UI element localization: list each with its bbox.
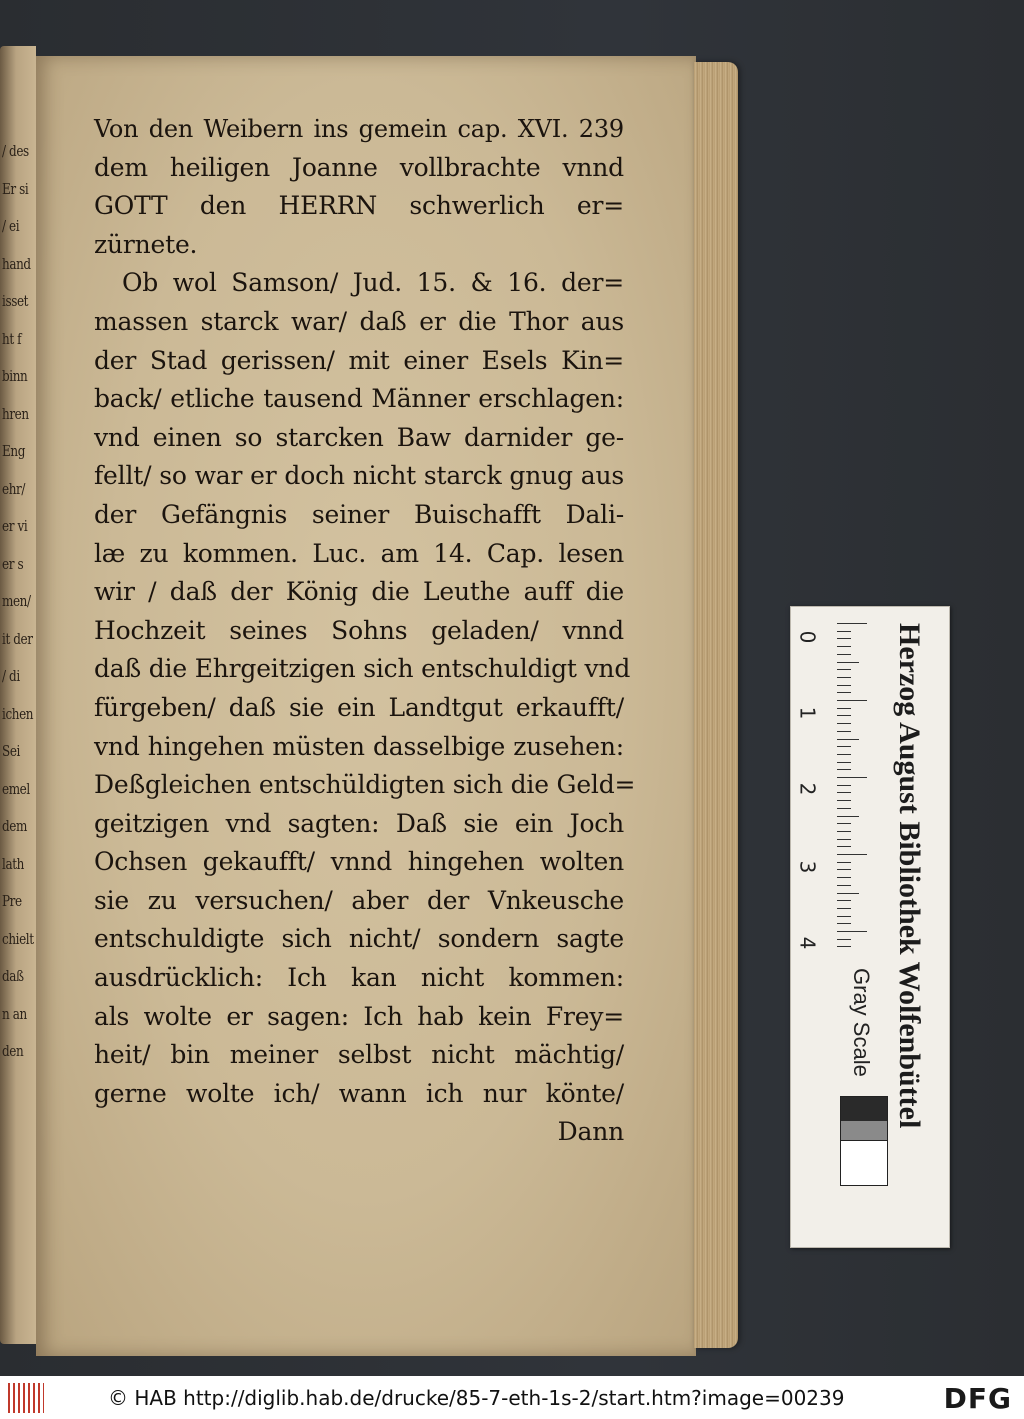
ruler-tick [837,762,851,763]
facing-page-text-fragment: / ei [2,217,20,235]
dfg-logo: DFG [943,1382,1012,1415]
ruler-tick [837,662,859,663]
ruler-tick [837,831,851,832]
facing-page-text-fragment: it der [2,629,33,648]
text-line: Deßgleichen entschüldigten sich die Geld= [94,770,636,800]
ruler-tick [837,916,851,917]
ruler-tick [837,808,851,809]
grayscale-text: Gray Scale [849,968,874,1077]
facing-page-fragment [0,46,36,1344]
text-line: Ochsen gekaufft/ vnnd hingehen wolten [94,847,624,877]
ruler-tick [837,700,867,701]
text-line: der Gefängnis seiner Buischafft Dali- [94,499,624,529]
text-line: læ zu kommen. Luc. am 14. Cap. lesen [94,538,624,568]
text-line: Ob wol Samson/ Jud. 15. & 16. der= [122,268,624,298]
facing-page-text-fragment: chielt [2,929,34,948]
ruler-tick [837,946,851,947]
facing-page-text-fragment: / des [2,142,29,160]
facing-page-text-fragment: dem [2,817,27,835]
text-line: geitzigen vnd sagten: Daß sie ein Joch [94,808,624,838]
ruler-tick [837,816,859,817]
ruler-tick [837,708,851,709]
ruler-tick [837,893,859,894]
ruler-tick [837,715,851,716]
ruler-tick [837,654,851,655]
text-line: Hochzeit seines Sohns geladen/ vnnd [94,615,624,645]
ruler-tick [837,877,851,878]
ruler-tick [837,677,851,678]
facing-page-text-fragment: emel [2,779,30,798]
facing-page-text-fragment: lath [2,854,24,873]
ruler-tick [837,923,851,924]
facing-page-text-fragment: ehr/ [2,479,26,498]
facing-page-text-fragment: Pre [2,892,22,910]
ruler-tick [837,869,851,870]
ruler-ticks [831,623,871,963]
ruler-tick [837,885,851,886]
text-line: als wolte er sagen: Ich hab kein Frey= [94,1001,624,1031]
ruler-tick [837,931,867,932]
facing-page-text-fragment: Er si [2,179,29,198]
ruler-number: 0 [795,630,820,644]
ruler-tick [837,862,851,863]
institution-name: Herzog August Bibliothek Wolfenbüttel [893,623,926,1129]
gray-swatch-light [840,1140,888,1186]
text-line: wir / daß der König die Leuthe auff die [94,577,624,607]
facing-page-text-fragment: binn [2,367,28,385]
ruler-tick [837,769,851,770]
text-line: der Stad gerissen/ mit einer Esels Kin= [94,345,624,375]
text-line: gerne wolte ich/ wann ich nur könte/ [94,1078,624,1108]
ruler-tick [837,723,851,724]
ruler-tick [837,785,851,786]
running-head: Von den Weibern ins gemein cap. XVI. 239 [94,115,624,143]
facing-page-text-fragment: Sei [2,742,20,760]
ruler-tick [837,777,867,778]
facing-page-text-fragment: daß [2,967,24,985]
facing-page-text-fragment: men/ [2,592,31,610]
ruler-number: 2 [795,782,820,796]
ruler-number: 3 [795,860,820,874]
ruler-tick [837,638,851,639]
text-line: vnd einen so starcken Baw darnider ge- [94,422,624,452]
ruler-tick [837,739,859,740]
catchword: Dann [557,1117,624,1147]
ruler-tick [837,754,851,755]
institution-label [889,623,929,1227]
ruler-tick [837,900,851,901]
viewer-footer [0,1376,1024,1419]
facing-page-text-fragment: er vi [2,517,28,535]
facing-page-text-fragment: Eng [2,442,25,460]
ruler-tick [837,854,867,855]
ruler-tick [837,623,867,624]
facing-page-text-fragment: ht f [2,329,22,348]
ruler-tick [837,823,851,824]
ruler-tick [837,746,851,747]
ruler-tick [837,908,851,909]
text-line: zürnete. [94,229,198,259]
text-line: back/ etliche tausend Männer erschlagen: [94,384,624,414]
text-line: GOTT den HERRN schwerlich er= [94,191,624,221]
text-line: sie zu versuchen/ aber der Vnkeusche [94,885,624,915]
ruler-tick [837,692,851,693]
ruler-tick [837,631,851,632]
text-line: vnd hingehen müsten dasselbige zusehen: [94,731,624,761]
text-line: heit/ bin meiner selbst nicht mächtig/ [94,1040,624,1070]
page-fore-edge [694,62,738,1348]
ruler-number: 1 [795,706,820,720]
page-text [94,110,636,1152]
facing-page-text-fragment: / di [2,667,20,685]
ruler-tick [837,669,851,670]
ruler-tick [837,646,851,647]
text-line: ausdrücklich: Ich kan nicht kommen: [94,963,624,993]
ruler-tick [837,939,851,940]
facing-page-text-fragment: n an [2,1004,27,1023]
ruler-tick [837,846,851,847]
grayscale-label [846,968,886,1088]
ruler-tick [837,839,851,840]
text-line: entschuldigte sich nicht/ sondern sagte [94,924,624,954]
text-line: fellt/ so war er doch nicht starck gnug aus [94,461,624,491]
barcode-icon [8,1383,44,1413]
facing-page-text-fragment: isset [2,292,29,310]
ruler-tick [837,800,851,801]
ruler-tick [837,685,851,686]
facing-page-text-fragment: ichen [2,704,34,723]
text-line: dem heiligen Joanne vollbrachte vnnd [94,152,624,182]
ruler-tick [837,792,851,793]
gray-swatch-dark [840,1096,888,1142]
facing-page-text-fragment: den [2,1042,24,1060]
text-line: fürgeben/ daß sie ein Landtgut erkaufft/ [94,692,624,722]
copyright-credit: © HAB http://diglib.hab.de/drucke/85-7-eth-1s-2/start.htm?image=00239 [108,1385,845,1410]
ruler-number: 4 [795,936,820,950]
text-line: massen starck war/ daß er die Thor aus [94,306,624,336]
facing-page-text-fragment: hren [2,404,29,423]
facing-page-text-fragment: hand [2,254,31,273]
ruler-tick [837,731,851,732]
text-line: daß die Ehrgeitzigen sich entschuldigt vnd [94,654,631,684]
facing-page-text-fragment: er s [2,554,24,573]
